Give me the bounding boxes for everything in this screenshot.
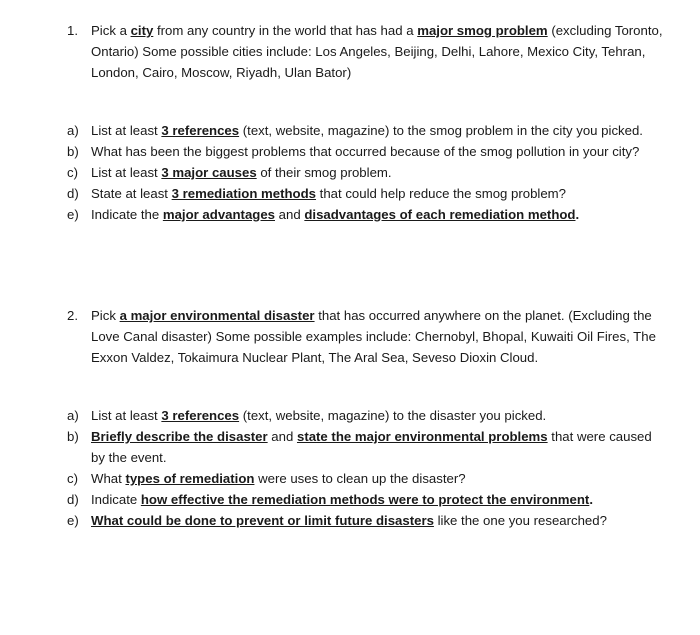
q1-item-e: e) Indicate the major advantages and disadvantages of each remediation method. [67,207,580,222]
question-1-text: Pick a city from any country in the world that has had a major smog problem (excluding Toronto, Ontario) Some possible cities include: Los Angeles, Beijing, Delhi, Lahore, Mexico City, Tehran, London, Cairo, Moscow, Riyadh, Ulan Bator) [91,23,663,80]
question-2-number: 2. [67,308,78,323]
keyword-major-smog-problem: major smog problem [417,23,548,38]
question-1-subitems [67,120,667,225]
q1-item-b: b) What has been the biggest problems that occurred because of the smog pollution in your city? [67,144,640,159]
question-1-number: 1. [67,23,78,38]
question-2-subitems [67,405,667,531]
q1-item-a: a) List at least 3 references (text, website, magazine) to the smog problem in the city you picked. [67,123,643,138]
q2-item-e: e) What could be done to prevent or limit future disasters like the one you researched? [67,513,607,528]
q2-item-a: a) List at least 3 references (text, website, magazine) to the disaster you picked. [67,408,547,423]
q2-item-d: d) Indicate how effective the remediation methods were to protect the environment. [67,492,593,507]
question-2-text: Pick a major environmental disaster that has occurred anywhere on the planet. (Excluding the Love Canal disaster) Some possible examples include: Chernobyl, Bhopal, Kuwaiti Oil Fires, The Exxon Valdez, Tokaimura Nuclear Plant, The Aral Sea, Seveso Dioxin Cloud. [91,308,656,365]
q1-item-d: d) State at least 3 remediation methods that could help reduce the smog problem? [67,186,566,201]
keyword-city: city [130,23,154,38]
q2-item-b: b) Briefly describe the disaster and state the major environmental problems that were caused by the event. [67,429,652,465]
keyword-major-environmental-disaster: a major environmental disaster [119,308,315,323]
question-1 [67,20,667,83]
q1-item-c: c) List at least 3 major causes of their smog problem. [67,165,392,180]
q2-item-c: c) What types of remediation were uses to clean up the disaster? [67,471,466,486]
question-2 [67,305,667,368]
